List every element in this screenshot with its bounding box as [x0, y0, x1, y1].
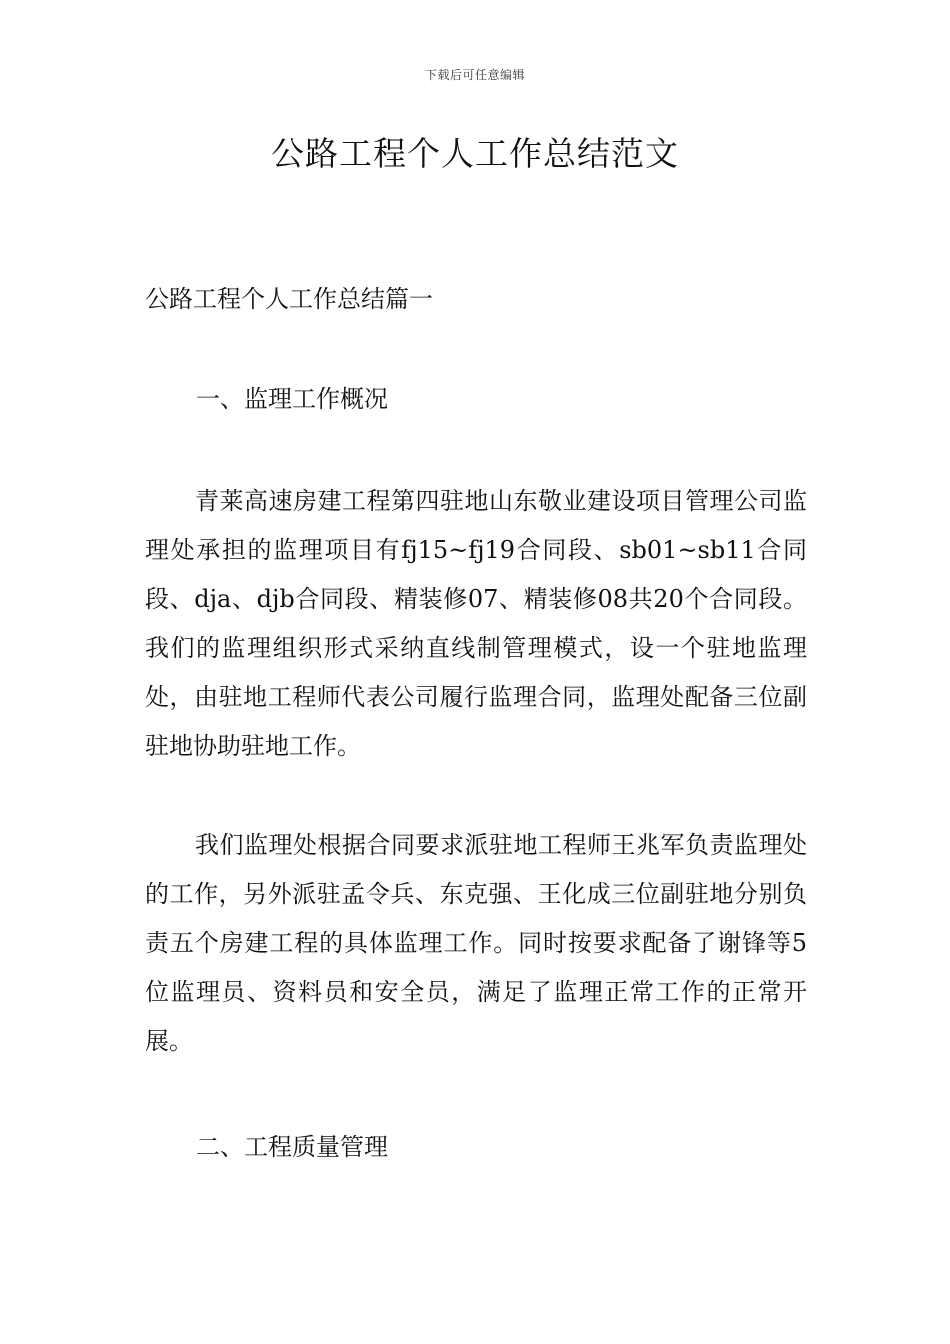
header-note: 下载后可任意编辑	[424, 68, 525, 82]
section-heading-1: 一、监理工作概况	[196, 385, 388, 413]
article-title: 公路工程个人工作总结篇一	[145, 285, 433, 313]
document-title: 公路工程个人工作总结范文	[271, 134, 679, 173]
paragraph-1: 青莱高速房建工程第四驻地山东敬业建设项目管理公司监理处承担的监理项目有fj15~fj19合同段、sb01~sb11合同段、dja、djb合同段、精装修07、精装修08共20个合同段。我们的监理组织形式采纳直线制管理模式，设一个驻地监理处，由驻地工程师代表公司履行监理合同，监理处配备三位副驻地协助驻地工作。	[145, 487, 807, 760]
section-heading-2: 二、工程质量管理	[196, 1133, 388, 1161]
paragraph-2: 我们监理处根据合同要求派驻地工程师王兆军负责监理处的工作，另外派驻孟令兵、东克强、王化成三位副驻地分别负责五个房建工程的具体监理工作。同时按要求配备了谢锋等5位监理员、资料员和安全员，满足了监理正常工作的正常开展。	[145, 831, 807, 1055]
